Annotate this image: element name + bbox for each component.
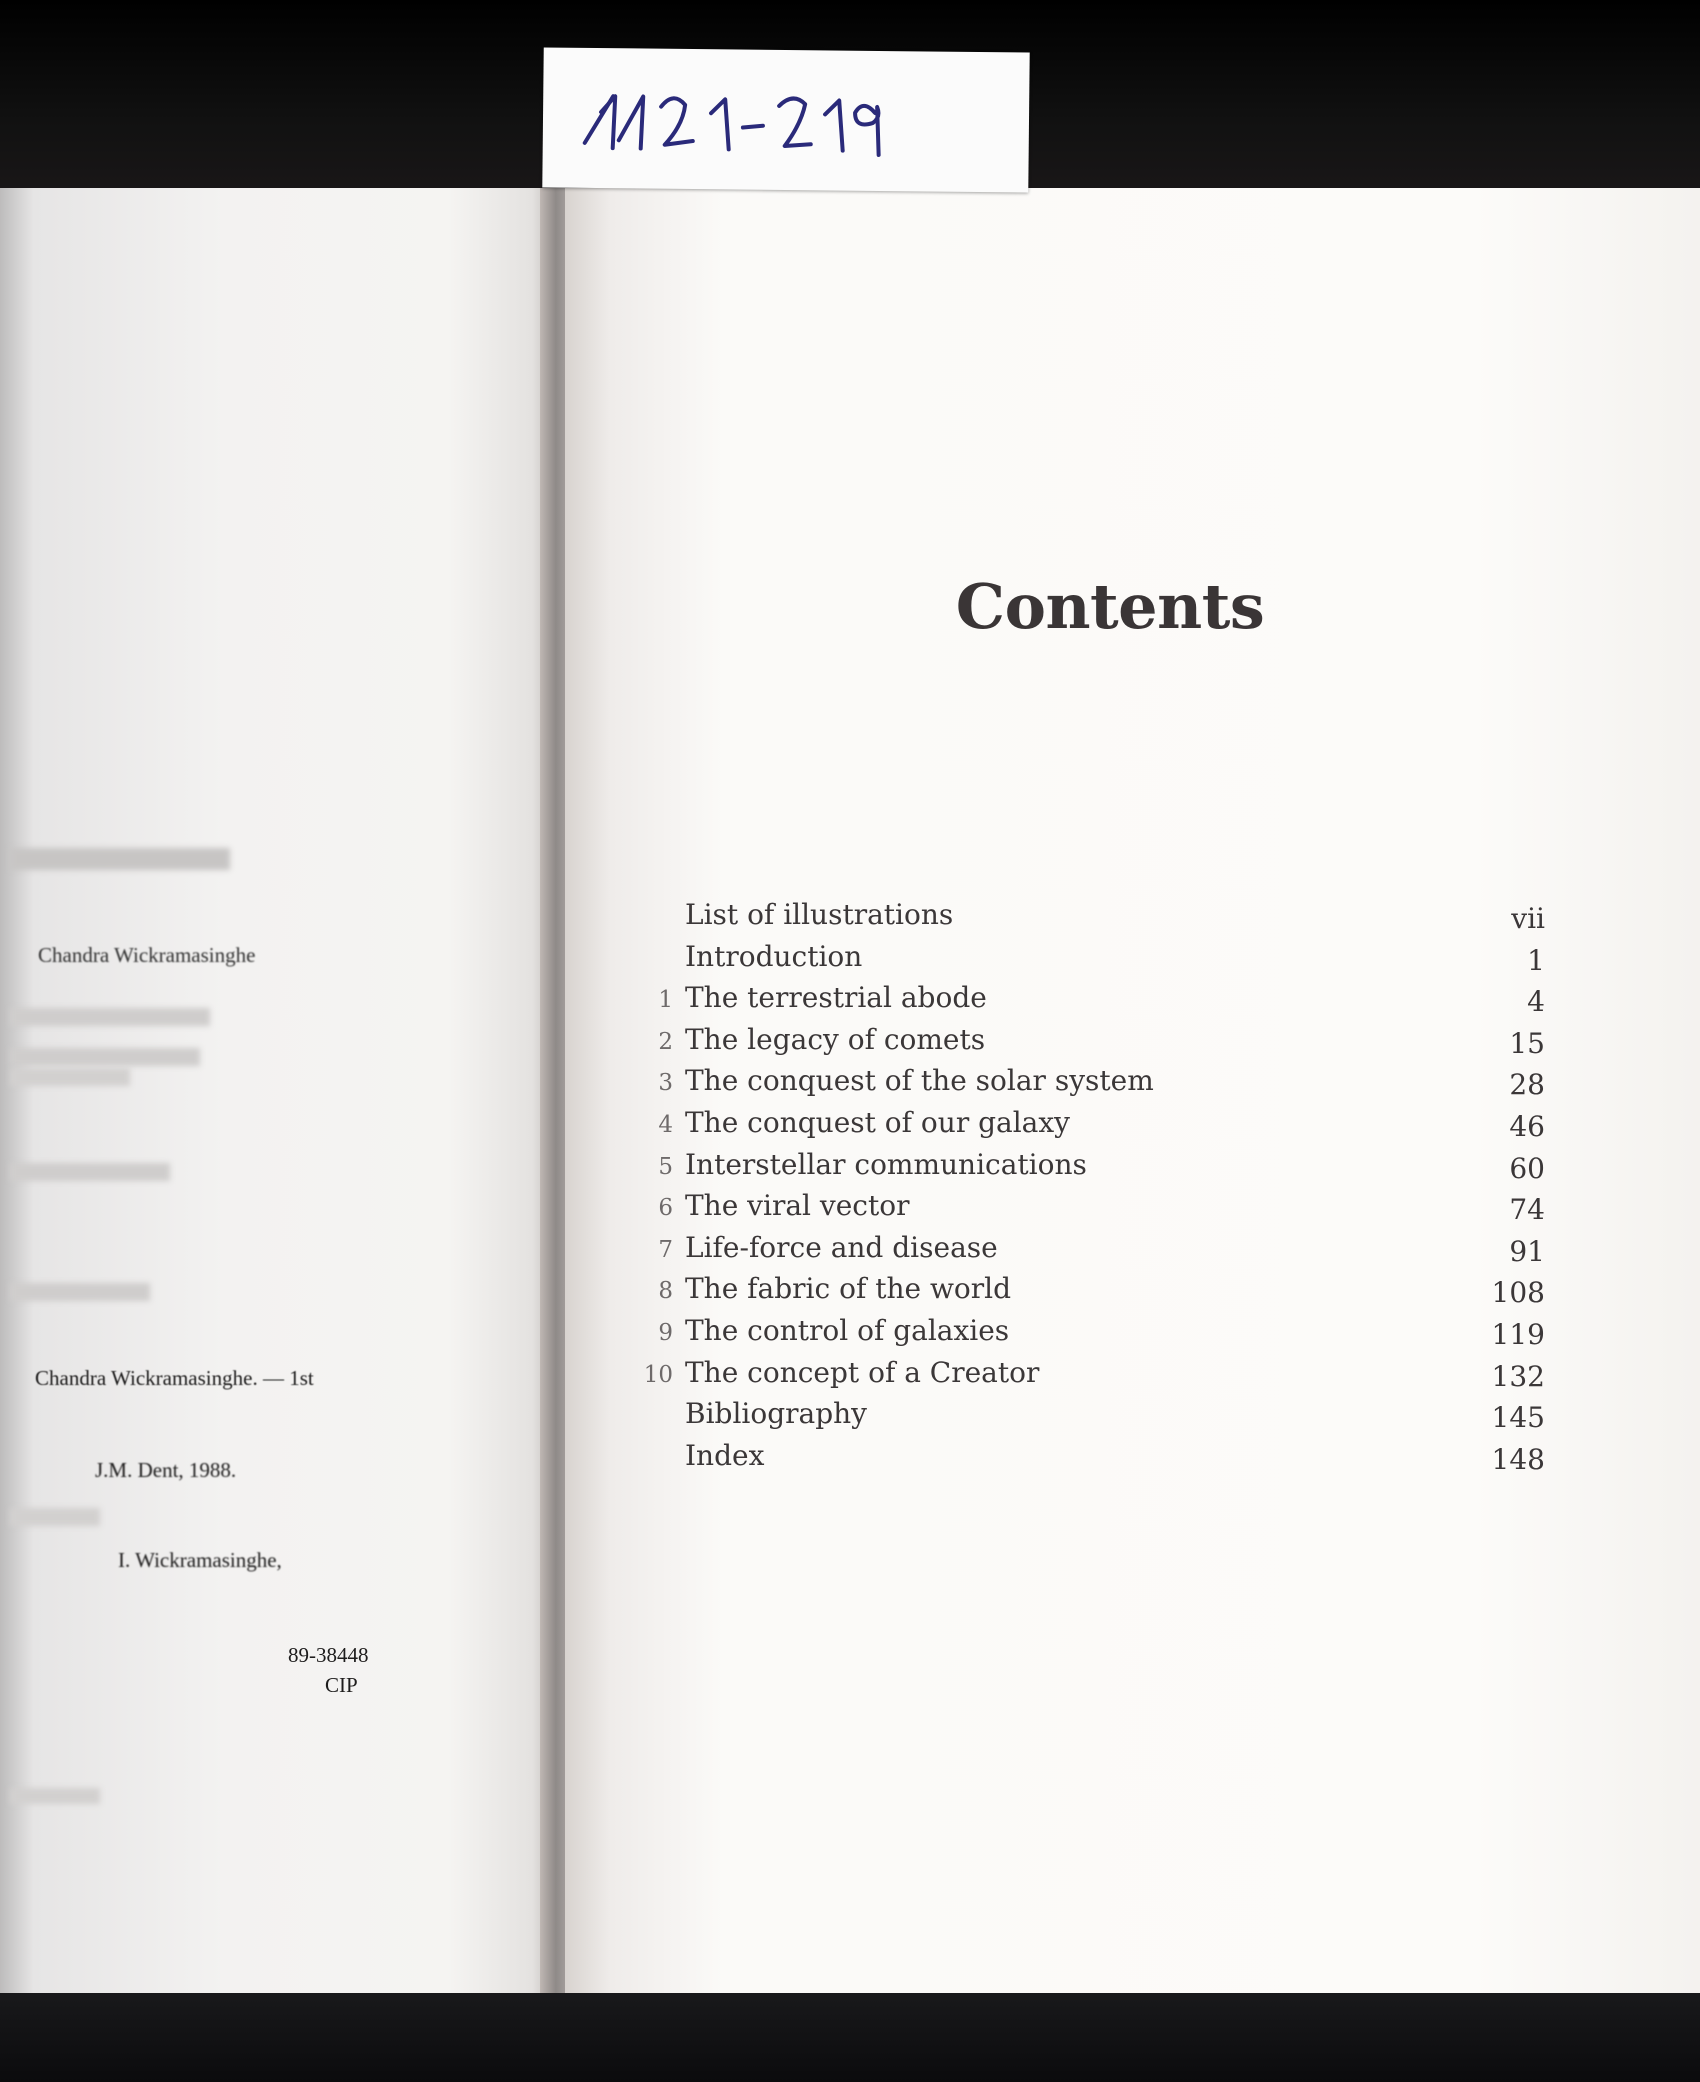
chapter-title: The control of galaxies xyxy=(685,1313,1010,1347)
background-bottom xyxy=(0,1985,1700,2082)
blurred-text-block xyxy=(10,848,230,870)
chapter-number: 5 xyxy=(658,1153,673,1180)
page-number: 108 xyxy=(1491,1276,1545,1310)
toc-entry xyxy=(640,1356,1545,1398)
page-number: 132 xyxy=(1491,1359,1545,1393)
blurred-text-block xyxy=(10,1283,150,1301)
chapter-number: 1 xyxy=(658,987,673,1014)
page-number: 91 xyxy=(1509,1234,1545,1268)
page-number: 148 xyxy=(1491,1442,1545,1476)
chapter-title: The fabric of the world xyxy=(685,1272,1012,1306)
blurred-text-block xyxy=(10,1788,100,1804)
library-label-sticker xyxy=(542,47,1029,192)
chapter-title: The viral vector xyxy=(685,1189,910,1223)
page-number: 145 xyxy=(1491,1401,1545,1435)
left-page xyxy=(0,188,560,1993)
toc-entry xyxy=(640,981,1545,1023)
page-number: 74 xyxy=(1509,1193,1545,1227)
chapter-title: Life-force and disease xyxy=(685,1230,998,1264)
chapter-number: 9 xyxy=(658,1319,673,1346)
blurred-text-block xyxy=(10,1508,100,1526)
page-number: 28 xyxy=(1509,1068,1545,1102)
chapter-title: Introduction xyxy=(685,939,863,973)
page-number: 15 xyxy=(1509,1026,1545,1060)
handwritten-shelfmark xyxy=(542,47,1029,192)
blurred-text-block xyxy=(10,1008,210,1026)
page-number: 1 xyxy=(1527,943,1545,977)
toc-entry xyxy=(640,1023,1545,1065)
blurred-text-block xyxy=(10,1068,130,1086)
page-number: vii xyxy=(1511,902,1545,935)
blurred-text-block xyxy=(10,1163,170,1181)
toc-entry xyxy=(640,1231,1545,1273)
chapter-title: Interstellar communications xyxy=(685,1147,1087,1181)
toc-entry xyxy=(640,898,1545,940)
page-number: 4 xyxy=(1527,985,1545,1019)
toc-entry xyxy=(640,1439,1545,1481)
page-number: 46 xyxy=(1509,1109,1545,1143)
toc-entry xyxy=(640,1397,1545,1439)
chapter-number: 3 xyxy=(658,1070,673,1097)
page-number: 119 xyxy=(1491,1317,1545,1351)
imprint-line: I. Wickramasinghe, xyxy=(118,1548,282,1572)
imprint-line: Chandra Wickramasinghe. — 1st xyxy=(35,1366,314,1390)
chapter-number: 6 xyxy=(658,1195,673,1222)
chapter-number: 8 xyxy=(658,1278,673,1305)
imprint-line: Chandra Wickramasinghe xyxy=(38,943,256,967)
toc-entry xyxy=(640,1272,1545,1314)
chapter-title: The conquest of the solar system xyxy=(685,1064,1154,1098)
chapter-title: List of illustrations xyxy=(685,898,954,931)
imprint-line: CIP xyxy=(325,1673,358,1697)
chapter-number: 7 xyxy=(658,1236,673,1263)
chapter-title: Index xyxy=(685,1438,765,1472)
table-of-contents xyxy=(640,898,1545,1480)
page-number: 60 xyxy=(1509,1151,1545,1185)
chapter-title: The concept of a Creator xyxy=(685,1355,1040,1389)
toc-entry xyxy=(640,1189,1545,1231)
page-title: Contents xyxy=(955,570,1265,643)
toc-entry xyxy=(640,1064,1545,1106)
chapter-title: The terrestrial abode xyxy=(685,981,987,1015)
blurred-text-block xyxy=(10,1048,200,1066)
imprint-line: J.M. Dent, 1988. xyxy=(95,1458,237,1482)
chapter-number: 2 xyxy=(658,1028,673,1055)
toc-entry xyxy=(640,1314,1545,1356)
chapter-title: The conquest of our galaxy xyxy=(685,1105,1070,1139)
toc-entry xyxy=(640,1148,1545,1190)
chapter-title: The legacy of comets xyxy=(685,1022,986,1056)
toc-entry xyxy=(640,1106,1545,1148)
toc-entry xyxy=(640,940,1545,982)
chapter-title: Bibliography xyxy=(685,1397,867,1431)
chapter-number: 4 xyxy=(658,1111,673,1138)
chapter-number: 10 xyxy=(643,1361,673,1388)
imprint-line: 89-38448 xyxy=(288,1643,369,1667)
